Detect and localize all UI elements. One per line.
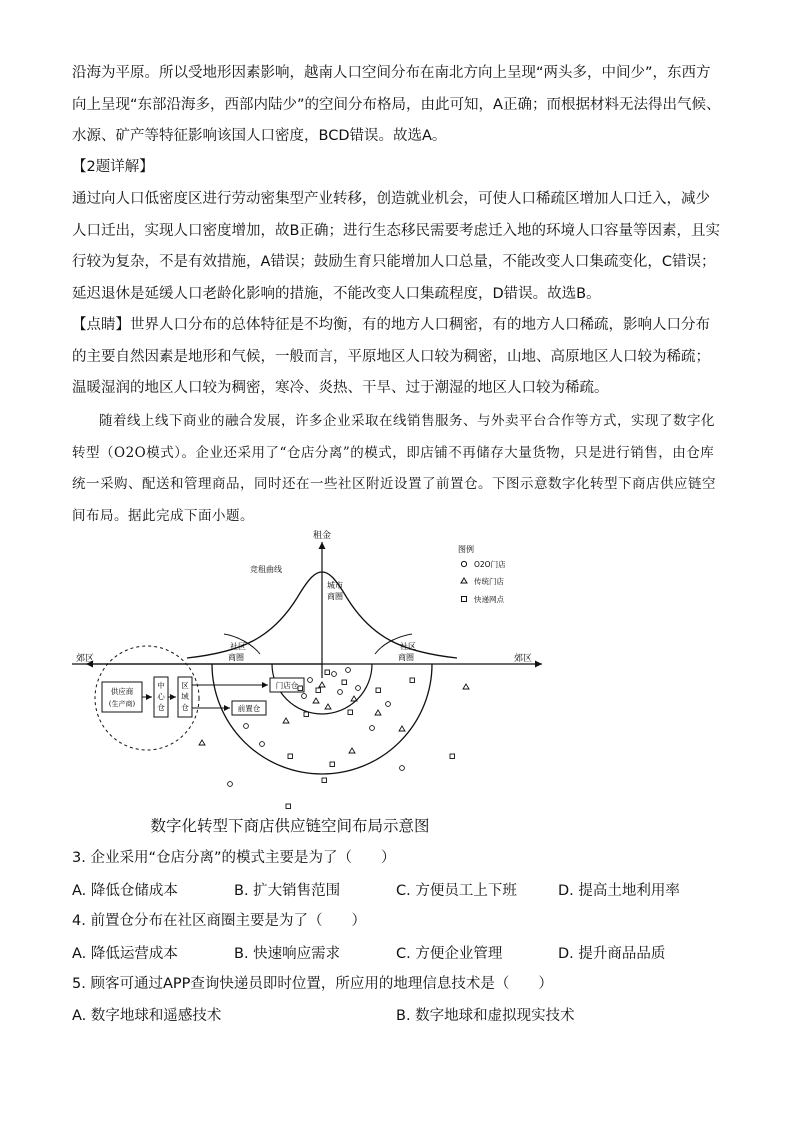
community-right-label-2: 商圈	[398, 653, 414, 662]
analysis-paragraph-2: 通过向人口低密度区进行劳动密集型产业转移，创造就业机会，可使人口稀疏区增加人口迁入，减少人口迁出，实现人口密度增加，故B正确；进行生态移民需要考虑迁入地的环境人口容量等因素，且实行较为复杂，不是有效措施，A错误；鼓励生育只能增加人口总量，不能改变人口集疏变化，C错误；延迟退休是延缓人口老龄化影响的措施，不能改变人口集疏程度，D错误。故选B。	[72, 191, 720, 302]
community-left-label-2: 商圈	[228, 653, 244, 662]
question-3-stem: 3. 企业采用“仓店分离”的模式主要是为了（ ）	[72, 850, 396, 866]
suburb-right-label: 郊区	[514, 654, 533, 664]
central-warehouse-char-3: 仓	[157, 703, 165, 712]
q3-option-a[interactable]: A. 降低仓储成本	[72, 883, 178, 899]
y-axis-label: 租金	[312, 531, 332, 541]
figure-caption: 数字化转型下商店供应链空间布局示意图	[150, 817, 430, 835]
central-warehouse-char-1: 中	[157, 681, 165, 690]
central-warehouse-char-2: 心	[157, 692, 165, 701]
q3-option-d[interactable]: D. 提高土地利用率	[558, 883, 680, 899]
question-2-heading: 【2题详解】	[72, 159, 154, 175]
store-warehouse-label: 门店仓	[275, 681, 299, 690]
legend-express-icon	[462, 597, 467, 602]
q5-option-a[interactable]: A. 数字地球和遥感技术	[72, 1008, 222, 1024]
outer-market-circle	[212, 664, 432, 774]
regional-warehouse-char-3: 仓	[181, 703, 189, 712]
question-3-options	[72, 879, 722, 901]
q5-option-b[interactable]: B. 数字地球和虚拟现实技术	[396, 1008, 575, 1024]
q3-option-b[interactable]: B. 扩大销售范围	[234, 883, 341, 899]
supply-chain-diagram	[72, 528, 572, 810]
q4-option-c[interactable]: C. 方便企业管理	[396, 946, 503, 962]
question-5-stem: 5. 顾客可通过APP查询快递员即时位置，所应用的地理信息技术是（ ）	[72, 976, 553, 992]
q4-option-d[interactable]: D. 提升商品品质	[558, 946, 666, 962]
legend-express: 快递网点	[474, 595, 504, 604]
bid-rent-label: 竞租曲线	[250, 565, 282, 574]
question-4-stem: 4. 前置仓分布在社区商圈主要是为了（ ）	[72, 913, 366, 929]
question-5-options	[72, 1004, 722, 1026]
regional-warehouse-char-1: 区	[181, 681, 189, 690]
legend-traditional-icon	[461, 578, 467, 583]
supplier-label-1: 供应商	[110, 687, 134, 696]
legend-o2o-icon	[461, 561, 466, 566]
legend-o2o: O2O门店	[474, 560, 506, 569]
tip-paragraph: 【点睛】世界人口分布的总体特征是不均衡，有的地方人口稠密，有的地方人口稀疏，影响人口分布的主要自然因素是地形和气候，一般而言，平原地区人口较为稠密，山地、高原地区人口较为稀疏；温暖湿润的地区人口较为稠密，寒冷、炎热、干旱、过于潮湿的地区人口较为稀疏。	[72, 317, 710, 396]
regional-warehouse-char-2: 域	[181, 692, 189, 701]
legend-traditional: 传统门店	[474, 577, 504, 586]
q4-option-b[interactable]: B. 快速响应需求	[234, 946, 341, 962]
analysis-paragraph-1: 沿海为平原。所以受地形因素影响，越南人口空间分布在南北方向上呈现“两头多，中间少”，东西方向上呈现“东部沿海多，西部内陆少”的空间分布格局，由此可知，A正确；而根据材料无法得出气候、水源、矿产等特征影响该国人口密度，BCD错误。故选A。	[72, 65, 721, 144]
q4-option-a[interactable]: A. 降低运营成本	[72, 946, 178, 962]
question-4-options	[72, 942, 722, 964]
city-center-label-1: 城市	[327, 581, 343, 590]
community-left-label-1: 社区	[230, 642, 246, 651]
legend-title: 图例	[458, 545, 474, 554]
material-paragraph: 随着线上线下商业的融合发展，许多企业采取在线销售服务、与外卖平台合作等方式，实现了数字化转型（O2O模式）。企业还采用了“仓店分离”的模式，即店铺不再储存大量货物，只是进行销售，由仓库统一采购、配送和管理商品，同时还在一些社区附近设置了前置仓。下图示意数字化转型下商店供应链空间布局。据此完成下面小题。	[72, 413, 716, 524]
supplier-label-2: (生产商)	[108, 700, 136, 708]
city-center-label-2: 商圈	[327, 592, 343, 601]
q3-option-c[interactable]: C. 方便员工上下班	[396, 883, 517, 899]
front-warehouse-label: 前置仓	[237, 704, 261, 713]
supply-chain-figure	[72, 528, 572, 810]
suburb-left-label: 郊区	[76, 654, 95, 664]
community-right-label-1: 社区	[400, 642, 416, 651]
